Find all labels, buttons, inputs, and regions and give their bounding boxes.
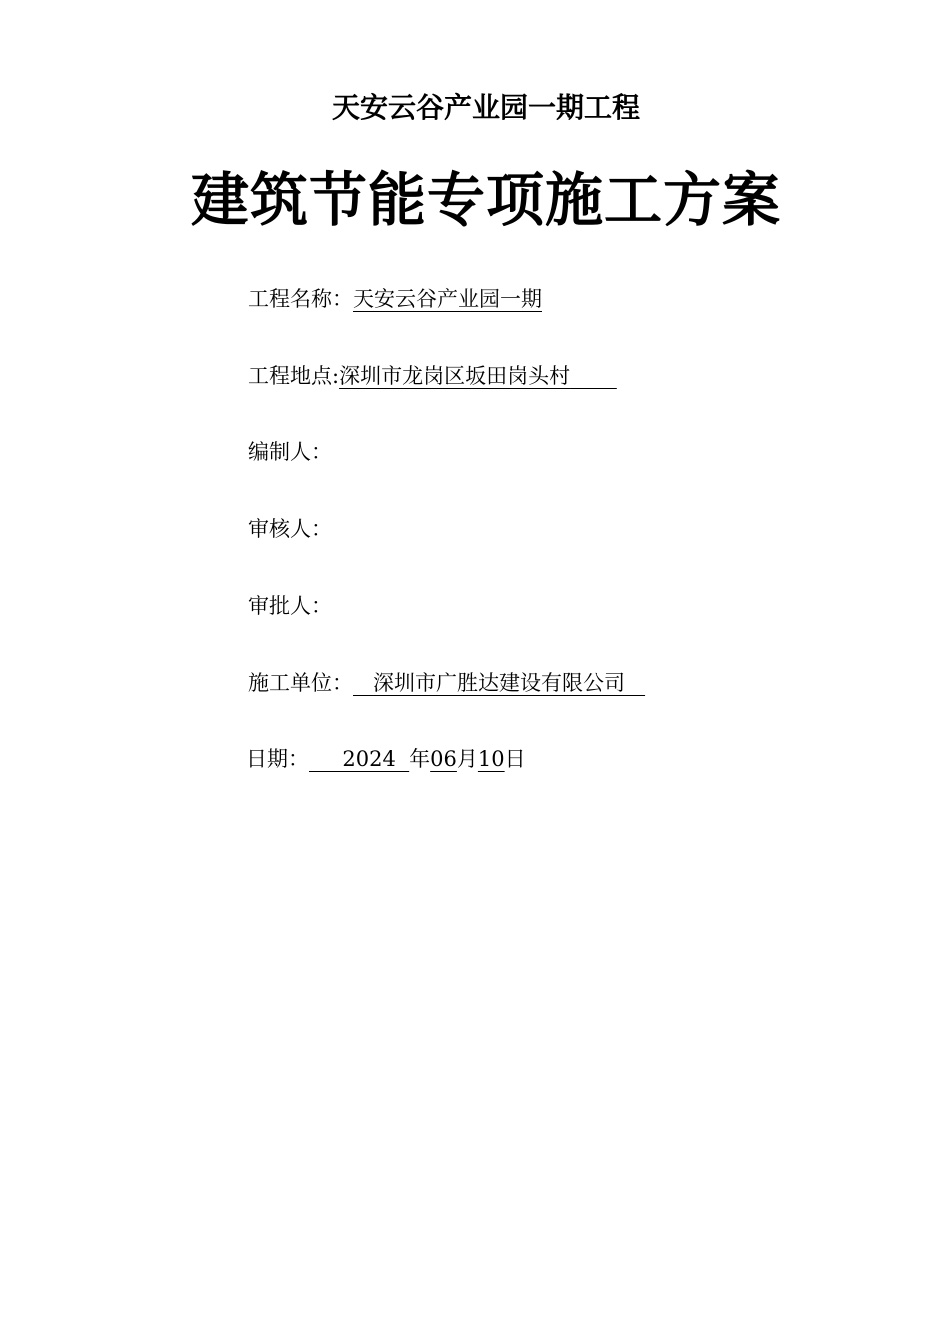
compiler-label: 编制人： [248,440,332,464]
contractor-value: 深圳市广胜达建设有限公司 [373,671,626,695]
approver-label: 审批人： [248,594,332,618]
contractor-label: 施工单位： [248,671,353,695]
approver-field [248,591,332,621]
project-subtitle: 天安云谷产业园一期工程 [331,91,640,124]
compiler-field [248,437,332,467]
project-name-field [248,284,542,314]
date-year: 2024 [309,747,410,771]
project-location-label: 工程地点: [248,364,340,388]
document-title: 建筑节能专项施工方案 [190,166,781,234]
date-day-unit: 日 [504,747,526,771]
date-month: 06 [430,747,457,771]
reviewer-label: 审核人： [248,517,332,541]
date-day: 10 [477,747,505,771]
project-location-blank [570,364,617,388]
date-label: 日期： [246,747,309,771]
contractor-leading-blank [353,671,373,695]
project-name-value: 天安云谷产业园一期 [353,287,542,311]
project-name-label: 工程名称： [248,287,353,311]
contractor-field [248,668,645,698]
contractor-trailing-blank [625,671,645,695]
project-location-value: 深圳市龙岗区坂田岗头村 [339,364,571,388]
project-location-field [248,361,617,391]
date-month-unit: 月 [456,747,478,771]
date-field [246,744,526,774]
date-year-unit: 年 [409,747,431,771]
reviewer-field [248,514,332,544]
